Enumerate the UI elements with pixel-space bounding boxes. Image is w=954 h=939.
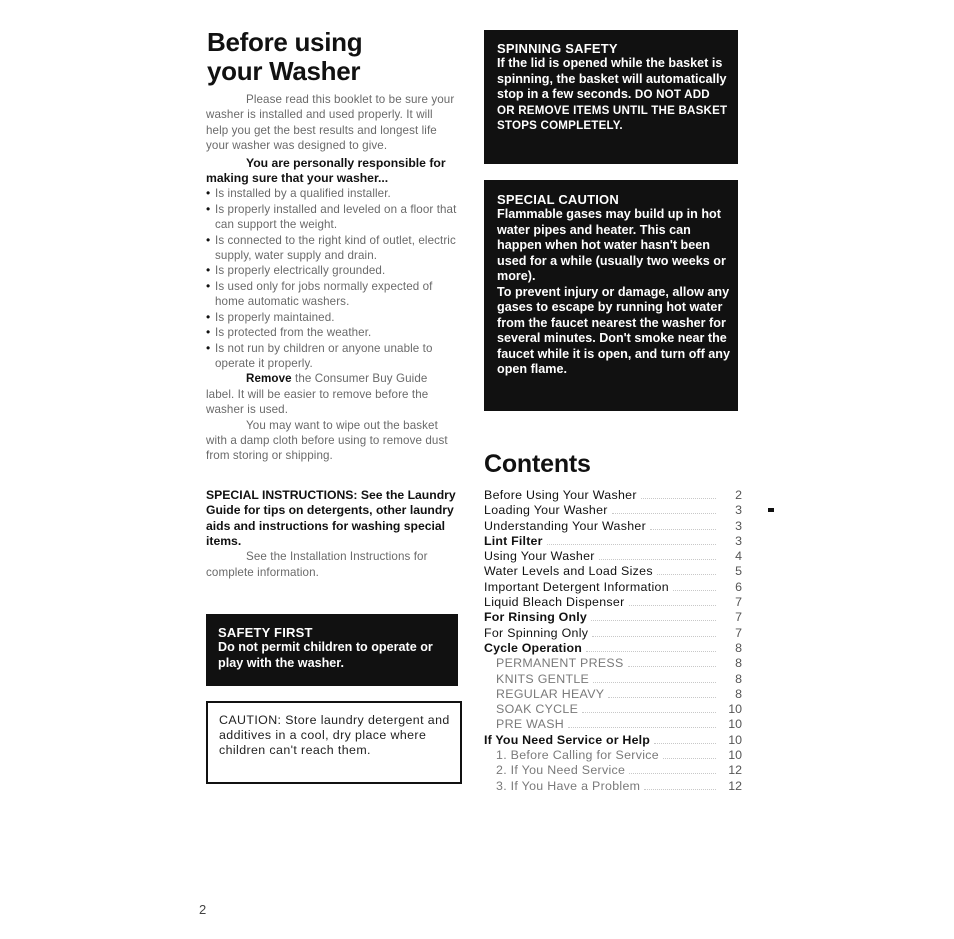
toc-entry[interactable] (484, 519, 742, 534)
toc-label: For Rinsing Only (484, 610, 588, 625)
toc-page: 7 (735, 610, 742, 625)
toc-page: 12 (728, 778, 742, 793)
toc-leader (628, 656, 716, 667)
toc-leader (663, 748, 716, 759)
toc-page: 3 (735, 518, 742, 533)
toc-leader (599, 549, 716, 560)
toc-label: Using Your Washer (484, 549, 595, 564)
toc-page: 8 (735, 640, 742, 655)
spinning-safety-caps: DO NOT ADD OR REMOVE ITEMS UNTIL THE BASKET STOPS COMPLETELY. (497, 88, 728, 132)
toc-entry[interactable] (484, 580, 742, 595)
toc-entry[interactable] (484, 641, 742, 656)
special-instructions-lead: SPECIAL INSTRUCTIONS: (206, 487, 358, 502)
toc-entry[interactable] (484, 564, 742, 579)
toc-label: PRE WASH (496, 717, 565, 732)
toc-entry[interactable] (484, 672, 742, 687)
toc-entry[interactable] (484, 717, 742, 732)
title-line-1: Before using (207, 27, 363, 57)
toc-label: Liquid Bleach Dispenser (484, 595, 625, 610)
toc-entry[interactable] (484, 488, 742, 503)
toc-label: Water Levels and Load Sizes (484, 564, 653, 579)
title-line-2: your Washer (207, 56, 361, 86)
toc-leader (586, 641, 716, 652)
toc-label: Cycle Operation (484, 640, 583, 655)
remove-lead: Remove (246, 372, 292, 386)
remove-text: the Consumer Buy Guide label. It will be easier to remove before the washer is used. (206, 372, 429, 417)
toc-label: Lint Filter (484, 533, 543, 548)
intro-paragraph: Please read this booklet to be sure your washer is installed and used properly. It will help you get the best results and longest life your washer was designed to give. (206, 93, 455, 153)
toc-label: REGULAR HEAVY (496, 686, 605, 701)
contents-list (484, 488, 742, 794)
toc-leader (582, 702, 716, 713)
toc-leader (547, 534, 716, 545)
toc-leader (654, 733, 716, 744)
list-item: • Is connected to the right kind of outlet, electric supply, water supply and drain. (206, 233, 458, 264)
toc-label: KNITS GENTLE (496, 671, 590, 686)
toc-page: 7 (735, 595, 742, 610)
toc-label: If You Need Service or Help (484, 732, 651, 747)
wipe-paragraph: You may want to wipe out the basket with a damp cloth before using to remove dust from storing or shipping. (206, 418, 448, 463)
page-title (207, 28, 467, 86)
contents-title: Contents (484, 450, 591, 478)
special-instructions (206, 488, 458, 550)
toc-page: 10 (728, 702, 742, 717)
list-item: • Is used only for jobs normally expected of home automatic washers. (206, 279, 458, 310)
list-item: • Is protected from the weather. (206, 325, 458, 340)
toc-page: 4 (735, 549, 742, 564)
see-install-paragraph: See the Installation Instructions for complete information. (206, 550, 428, 579)
toc-entry[interactable] (484, 733, 742, 748)
toc-page: 7 (735, 625, 742, 640)
toc-entry[interactable] (484, 763, 742, 778)
toc-entry[interactable] (484, 503, 742, 518)
page-number: 2 (199, 902, 207, 917)
toc-label: Important Detergent Information (484, 579, 669, 594)
special-caution-box (484, 180, 738, 411)
toc-entry[interactable] (484, 748, 742, 763)
toc-page: 10 (728, 748, 742, 763)
toc-page: 8 (735, 686, 742, 701)
toc-label: For Spinning Only (484, 625, 589, 640)
toc-page: 3 (735, 533, 742, 548)
toc-entry[interactable] (484, 702, 742, 717)
list-item: • Is properly maintained. (206, 310, 458, 325)
toc-leader (641, 488, 716, 499)
toc-entry[interactable] (484, 779, 742, 794)
toc-label: PERMANENT PRESS (496, 656, 624, 671)
special-instructions-text: See the Laundry Guide for tips on detergents, other laundry aids and instructions for washing special items. (206, 487, 456, 548)
toc-entry[interactable] (484, 626, 742, 641)
special-caution-text-1: Flammable gases may build up in hot water pipes and heater. This can happen when hot water hasn't been used for a while (usually two weeks or more). (497, 207, 726, 283)
toc-leader (592, 626, 716, 637)
list-item: • Is not run by children or anyone unable to operate it properly. (206, 341, 458, 372)
toc-entry[interactable] (484, 656, 742, 671)
special-caution-heading: SPECIAL CAUTION (497, 192, 619, 207)
toc-leader (629, 763, 716, 774)
toc-leader (591, 610, 716, 621)
toc-entry[interactable] (484, 549, 742, 564)
special-caution-text-2: To prevent injury or damage, allow any gases to escape by running hot water from the faucet nearest the washer for several minutes. Don't smoke near the faucet while it is open, and turn off any open flame. (497, 284, 731, 376)
toc-leader (650, 519, 716, 530)
toc-entry[interactable] (484, 595, 742, 610)
toc-page: 8 (735, 671, 742, 686)
toc-page: 2 (735, 488, 742, 502)
left-column (206, 92, 458, 580)
toc-label: 1. Before Calling for Service (496, 748, 659, 763)
toc-page: 6 (735, 579, 742, 594)
toc-leader (608, 687, 716, 698)
responsible-heading: You are personally responsible for making sure that your washer... (206, 155, 446, 186)
toc-page: 5 (735, 564, 742, 579)
toc-entry[interactable] (484, 610, 742, 625)
toc-page: 10 (728, 732, 742, 747)
list-item: • Is installed by a qualified installer. (206, 186, 458, 201)
list-item: • Is properly installed and leveled on a floor that can support the weight. (206, 202, 458, 233)
caution-box: CAUTION: Store laundry detergent and additives in a cool, dry place where children can't reach them. (206, 701, 462, 784)
responsible-list (206, 186, 458, 371)
list-item: • Is properly electrically grounded. (206, 263, 458, 278)
safety-first-heading: SAFETY FIRST (218, 625, 313, 640)
spinning-safety-text (497, 56, 728, 134)
toc-entry[interactable] (484, 687, 742, 702)
toc-leader (644, 779, 716, 790)
toc-label: 3. If You Have a Problem (496, 778, 641, 793)
safety-first-text: Do not permit children to operate or play with the washer. (218, 640, 433, 670)
toc-label: Before Using Your Washer (484, 488, 637, 502)
toc-page: 10 (728, 717, 742, 732)
toc-leader (657, 564, 716, 575)
toc-page: 12 (728, 763, 742, 778)
remove-paragraph (206, 371, 458, 417)
toc-leader (612, 503, 716, 514)
toc-leader (568, 717, 716, 728)
toc-page: 8 (735, 656, 742, 671)
safety-first-box (206, 614, 458, 686)
toc-entry[interactable] (484, 534, 742, 549)
toc-label: Loading Your Washer (484, 503, 608, 518)
toc-leader (673, 580, 716, 591)
toc-label: Understanding Your Washer (484, 518, 647, 533)
toc-label: 2. If You Need Service (496, 763, 626, 778)
spinning-safety-body: If the lid is opened while the basket is spinning, the basket will automatically stop in a few seconds. (497, 56, 727, 101)
spinning-safety-heading: SPINNING SAFETY (497, 41, 618, 56)
toc-label: SOAK CYCLE (496, 702, 579, 717)
dash-mark (768, 508, 774, 512)
spinning-safety-box (484, 30, 738, 164)
toc-page: 3 (735, 503, 742, 518)
toc-leader (629, 595, 716, 606)
toc-leader (593, 672, 716, 683)
